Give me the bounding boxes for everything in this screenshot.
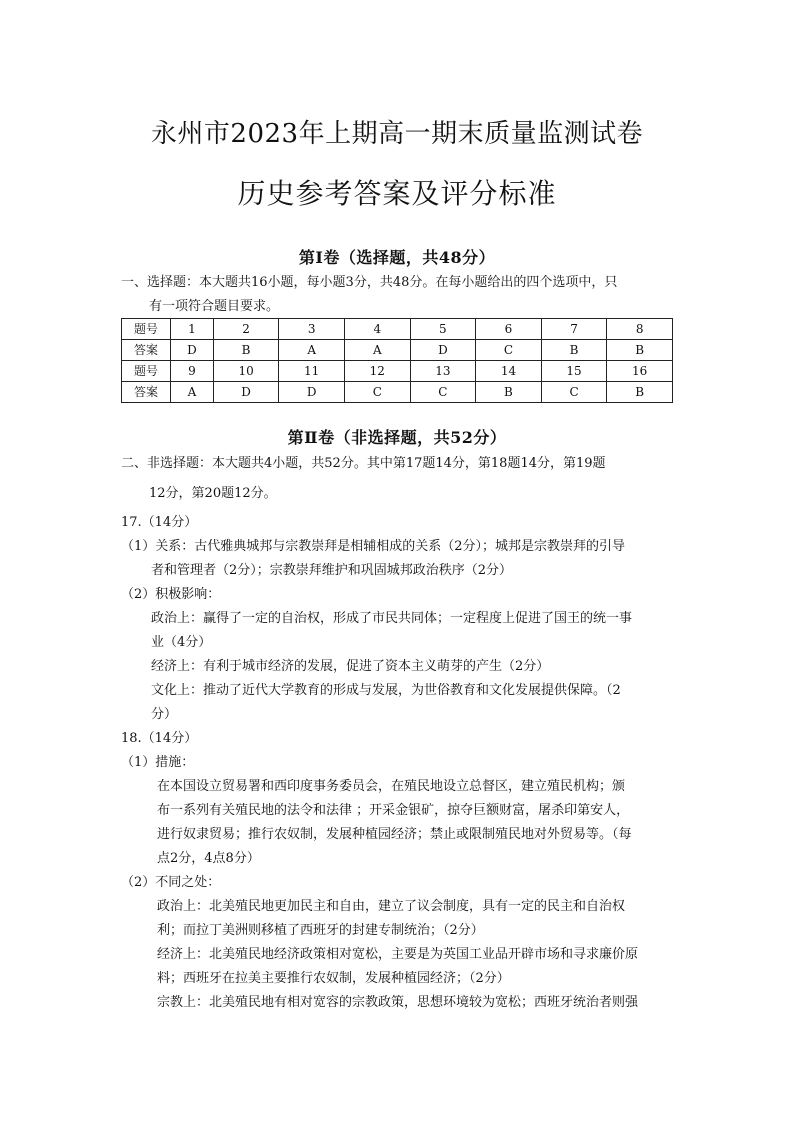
- part1-instructions-2: 有一项符合题目要求。: [149, 299, 280, 314]
- q17-part2-heading: （2）积极影响：: [121, 587, 221, 602]
- question-number-cell: 15: [541, 361, 607, 382]
- q18-part2-line: 利；而拉丁美洲则移植了西班牙的封建专制统治；（2分）: [157, 923, 484, 938]
- q17-part2-line: 文化上：推动了近代大学教育的形成与发展，为世俗教育和文化发展提供保障。（2: [151, 683, 621, 698]
- answer-cell: B: [607, 340, 673, 361]
- answer-cell: B: [213, 340, 279, 361]
- answer-cell: C: [410, 382, 476, 403]
- q17-part1-line: 者和管理者（2分）；宗教崇拜维护和巩固城邦政治秩序（2分）: [151, 563, 513, 578]
- answer-cell: D: [279, 382, 345, 403]
- answer-cell: B: [607, 382, 673, 403]
- question-number-cell: 16: [607, 361, 673, 382]
- q18-heading: 18.（14分）: [121, 731, 198, 746]
- q18-part1-heading: （1）措施：: [121, 755, 195, 770]
- answer-cell: B: [476, 382, 542, 403]
- q17-part2-line: 政治上：赢得了一定的自治权，形成了市民共同体；一定程度上促进了国王的统一事: [151, 611, 633, 626]
- answer-cell: C: [476, 340, 542, 361]
- q18-part2-line: 料；西班牙在拉美主要推行农奴制，发展种植园经济；（2分）: [157, 971, 510, 986]
- answer-cell: C: [344, 382, 410, 403]
- answer-cell: B: [541, 340, 607, 361]
- answer-cell: D: [171, 340, 214, 361]
- question-number-cell: 3: [279, 319, 345, 340]
- table-row: [122, 361, 673, 382]
- question-number-cell: 11: [279, 361, 345, 382]
- q18-part1-line: 在本国设立贸易署和西印度事务委员会，在殖民地设立总督区，建立殖民机构；颁: [157, 779, 626, 794]
- q17-part2-line: 经济上：有利于城市经济的发展，促进了资本主义萌芽的产生（2分）: [151, 659, 550, 674]
- q18-part2-line: 宗教上：北美殖民地有相对宽容的宗教政策，思想环境较为宽松；西班牙统治者则强: [157, 995, 639, 1010]
- q18-part1-line: 布一系列有关殖民地的法令和法律 ；开采金银矿，掠夺巨额财富，屠杀印第安人，: [157, 803, 630, 818]
- question-number-cell: 14: [476, 361, 542, 382]
- answer-cell: C: [541, 382, 607, 403]
- answer-cell: D: [410, 340, 476, 361]
- row-label: 答案: [122, 382, 171, 403]
- question-number-cell: 8: [607, 319, 673, 340]
- answer-cell: A: [171, 382, 214, 403]
- q18-part1-line: 点2分，4点8分）: [157, 851, 260, 866]
- answer-cell: A: [279, 340, 345, 361]
- row-label: 答案: [122, 340, 171, 361]
- part1-heading: 第Ⅰ卷（选择题，共48分）: [298, 248, 496, 267]
- row-label: 题号: [122, 361, 171, 382]
- q18-part1-line: 进行奴隶贸易；推行农奴制，发展种植园经济；禁止或限制殖民地对外贸易等。（每: [157, 827, 632, 842]
- table-row: [122, 319, 673, 340]
- question-number-cell: 4: [344, 319, 410, 340]
- question-number-cell: 5: [410, 319, 476, 340]
- question-number-cell: 12: [344, 361, 410, 382]
- q17-part1-line: （1）关系：古代雅典城邦与宗教崇拜是相辅相成的关系（2分）；城邦是宗教崇拜的引导: [121, 539, 626, 554]
- q17-heading: 17.（14分）: [121, 515, 198, 530]
- part2-heading: 第Ⅱ卷（非选择题，共52分）: [287, 428, 507, 447]
- question-number-cell: 2: [213, 319, 279, 340]
- answer-cell: A: [344, 340, 410, 361]
- question-number-cell: 10: [213, 361, 279, 382]
- part2-instructions-2: 12分，第20题12分。: [149, 486, 277, 501]
- row-label: 题号: [122, 319, 171, 340]
- table-row: [122, 382, 673, 403]
- table-row: [122, 340, 673, 361]
- part1-instructions-1: 一、选择题：本大题共16小题，每小题3分，共48分。在每小题给出的四个选项中，只: [121, 275, 618, 290]
- answer-table: [121, 318, 673, 403]
- question-number-cell: 13: [410, 361, 476, 382]
- q17-part2-line: 业（4分）: [151, 635, 212, 650]
- q18-part2-line: 政治上：北美殖民地更加民主和自由，建立了议会制度，具有一定的民主和自治权: [157, 899, 626, 914]
- question-number-cell: 9: [171, 361, 214, 382]
- question-number-cell: 1: [171, 319, 214, 340]
- exam-title: 永州市2023年上期高一期末质量监测试卷: [150, 119, 644, 149]
- q18-part2-heading: （2）不同之处：: [121, 875, 221, 890]
- q18-part2-line: 经济上：北美殖民地经济政策相对宽松，主要是为英国工业品开辟市场和寻求廉价原: [157, 947, 639, 962]
- exam-subtitle: 历史参考答案及评分标准: [237, 177, 557, 210]
- q17-part2-line: 分）: [151, 707, 178, 722]
- question-number-cell: 7: [541, 319, 607, 340]
- part2-instructions-1: 二、非选择题：本大题共4小题，共52分。其中第17题14分，第18题14分，第19题: [121, 456, 606, 471]
- question-number-cell: 6: [476, 319, 542, 340]
- answer-cell: D: [213, 382, 279, 403]
